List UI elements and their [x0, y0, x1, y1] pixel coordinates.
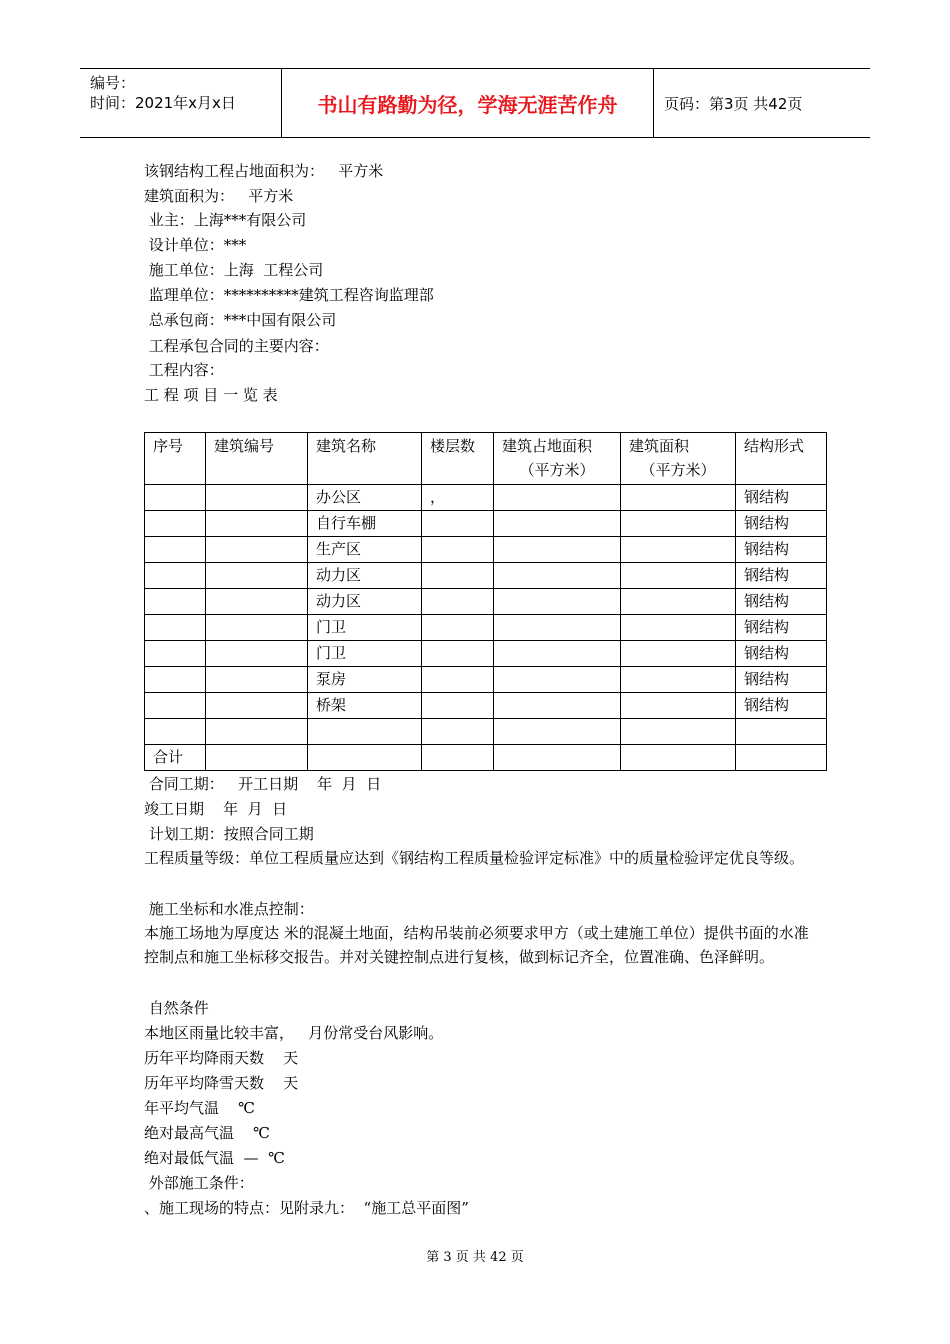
table-row [145, 589, 827, 615]
table-cell [494, 693, 621, 719]
header-cell: 建筑编号 [206, 433, 308, 485]
intro-line: 总承包商：***中国有限公司 [144, 311, 337, 329]
table-cell: 钢结构 [736, 485, 827, 511]
header-cell: 序号 [145, 433, 206, 485]
table-cell: 钢结构 [736, 693, 827, 719]
table-cell [736, 719, 827, 745]
table-cell [145, 589, 206, 615]
nature-line: 绝对最低气温 — ℃ [144, 1149, 285, 1167]
completion-date-line: 竣工日期 年 月 日 [144, 800, 288, 818]
table-cell [621, 641, 736, 667]
table-row [145, 563, 827, 589]
table-cell [621, 719, 736, 745]
header-motto: 书山有路勤为径，学海无涯苦作舟 [282, 69, 654, 137]
table-cell [145, 641, 206, 667]
table-cell [206, 745, 308, 771]
table-row [145, 615, 827, 641]
table-row [145, 485, 827, 511]
table-cell [422, 537, 494, 563]
table-cell: 钢结构 [736, 667, 827, 693]
project-table [144, 432, 827, 771]
intro-line: 该钢结构工程占地面积为： 平方米 [144, 162, 384, 180]
table-cell [145, 615, 206, 641]
table-cell [494, 719, 621, 745]
table-cell [145, 667, 206, 693]
table-cell: 动力区 [308, 589, 422, 615]
table-cell [422, 589, 494, 615]
table-cell [206, 615, 308, 641]
header-cell-label: 建筑占地面积 [502, 437, 593, 455]
table-cell [494, 641, 621, 667]
nature-line: 本地区雨量比较丰富， 月份常受台风影响。 [144, 1024, 444, 1042]
table-body [145, 485, 827, 771]
table-cell [422, 615, 494, 641]
nature-line: 绝对最高气温 ℃ [144, 1124, 270, 1142]
table-cell: 办公区 [308, 485, 422, 511]
table-cell [308, 745, 422, 771]
planned-period-line: 计划工期：按照合同工期 [144, 825, 314, 843]
table-row [145, 693, 827, 719]
table-title: 工 程 项 目 一 览 表 [144, 386, 278, 404]
table-cell: 钢结构 [736, 563, 827, 589]
intro-line: 监理单位：**********建筑工程咨询监理部 [144, 286, 434, 304]
survey-paragraph: 本施工场地为厚度达 米的混凝土地面，结构吊装前必须要求甲方（或土建施工单位）提供书面的水准控制点和施工坐标移交报告。并对关键控制点进行复核，做到标记齐全，位置准确、色泽鲜明。 [144, 924, 809, 966]
table-cell [494, 563, 621, 589]
table-row [145, 745, 827, 771]
table-cell [736, 745, 827, 771]
table-header-row [145, 433, 827, 485]
document-number-label: 编号： [90, 74, 136, 92]
table-cell: 自行车棚 [308, 511, 422, 537]
table-cell [145, 511, 206, 537]
table-cell [494, 745, 621, 771]
table-cell [621, 745, 736, 771]
table-cell: 泵房 [308, 667, 422, 693]
header-cell [621, 433, 736, 485]
table-row [145, 511, 827, 537]
nature-line: 外部施工条件： [144, 1174, 254, 1192]
header-cell-label: 建筑面积 [629, 437, 690, 455]
table-cell [206, 667, 308, 693]
survey-heading: 施工坐标和水准点控制： [144, 900, 314, 918]
document-date-label: 时间：2021年x月x日 [90, 94, 236, 112]
table-cell: 钢结构 [736, 589, 827, 615]
header-cell: 结构形式 [736, 433, 827, 485]
table-cell [621, 485, 736, 511]
table-cell: 桥架 [308, 693, 422, 719]
intro-line: 工程内容： [144, 361, 224, 379]
table-cell [145, 485, 206, 511]
table-cell: 合计 [145, 745, 206, 771]
nature-line: 自然条件 [144, 999, 209, 1017]
table-cell: 钢结构 [736, 615, 827, 641]
table-cell [206, 485, 308, 511]
table-cell: ， [422, 485, 494, 511]
table-cell [145, 563, 206, 589]
table-row [145, 641, 827, 667]
table-cell [206, 511, 308, 537]
table-cell [621, 615, 736, 641]
header-cell [494, 433, 621, 485]
header-cell-unit: （平方米） [519, 461, 595, 479]
table-cell [422, 667, 494, 693]
table-cell: 动力区 [308, 563, 422, 589]
table-cell [206, 719, 308, 745]
table-cell: 生产区 [308, 537, 422, 563]
table-cell [494, 667, 621, 693]
table-cell: 门卫 [308, 641, 422, 667]
table-cell [494, 485, 621, 511]
table-cell [206, 537, 308, 563]
table-row [145, 537, 827, 563]
table-cell [206, 589, 308, 615]
table-cell [206, 641, 308, 667]
quality-paragraph: 工程质量等级：单位工程质量应达到《钢结构工程质量检验评定标准》中的质量检验评定优良等级。 [144, 849, 805, 867]
intro-line: 施工单位：上海 工程公司 [144, 261, 324, 279]
table-cell [621, 667, 736, 693]
table-cell: 钢结构 [736, 537, 827, 563]
contract-period-line: 合同工期： 开工日期 年 月 日 [144, 775, 382, 793]
table-cell [145, 537, 206, 563]
table-row [145, 667, 827, 693]
table-cell [422, 641, 494, 667]
table-cell: 钢结构 [736, 511, 827, 537]
table-cell [621, 693, 736, 719]
table-cell [308, 719, 422, 745]
table-cell [422, 693, 494, 719]
table-cell [422, 511, 494, 537]
table-cell [206, 563, 308, 589]
nature-line: 历年平均降雨天数 天 [144, 1049, 299, 1067]
page-header [80, 68, 870, 138]
nature-line: 、施工现场的特点：见附录九： “施工总平面图” [144, 1199, 469, 1217]
table-cell [145, 719, 206, 745]
table-cell [494, 589, 621, 615]
intro-line: 业主：上海***有限公司 [144, 211, 307, 229]
intro-line: 建筑面积为： 平方米 [144, 187, 294, 205]
table-cell [621, 511, 736, 537]
table-cell [206, 693, 308, 719]
header-meta [80, 69, 282, 137]
table-cell [494, 615, 621, 641]
table-cell [621, 563, 736, 589]
table-cell [422, 563, 494, 589]
table-cell [494, 537, 621, 563]
table-cell: 钢结构 [736, 641, 827, 667]
nature-line: 历年平均降雪天数 天 [144, 1074, 299, 1092]
intro-line: 工程承包合同的主要内容： [144, 337, 329, 355]
table-cell [621, 537, 736, 563]
nature-line: 年平均气温 ℃ [144, 1099, 255, 1117]
page-footer: 第 3 页 共 42 页 [426, 1250, 524, 1265]
header-page-label: 页码：第3页 共42页 [664, 94, 803, 113]
table-cell [621, 589, 736, 615]
table-row [145, 719, 827, 745]
intro-line: 设计单位：*** [144, 236, 247, 254]
header-cell-unit: （平方米） [640, 461, 716, 479]
table-cell [422, 719, 494, 745]
table-cell [422, 745, 494, 771]
table-cell [145, 693, 206, 719]
table-cell: 门卫 [308, 615, 422, 641]
header-cell: 楼层数 [422, 433, 494, 485]
header-cell: 建筑名称 [308, 433, 422, 485]
table-cell [494, 511, 621, 537]
